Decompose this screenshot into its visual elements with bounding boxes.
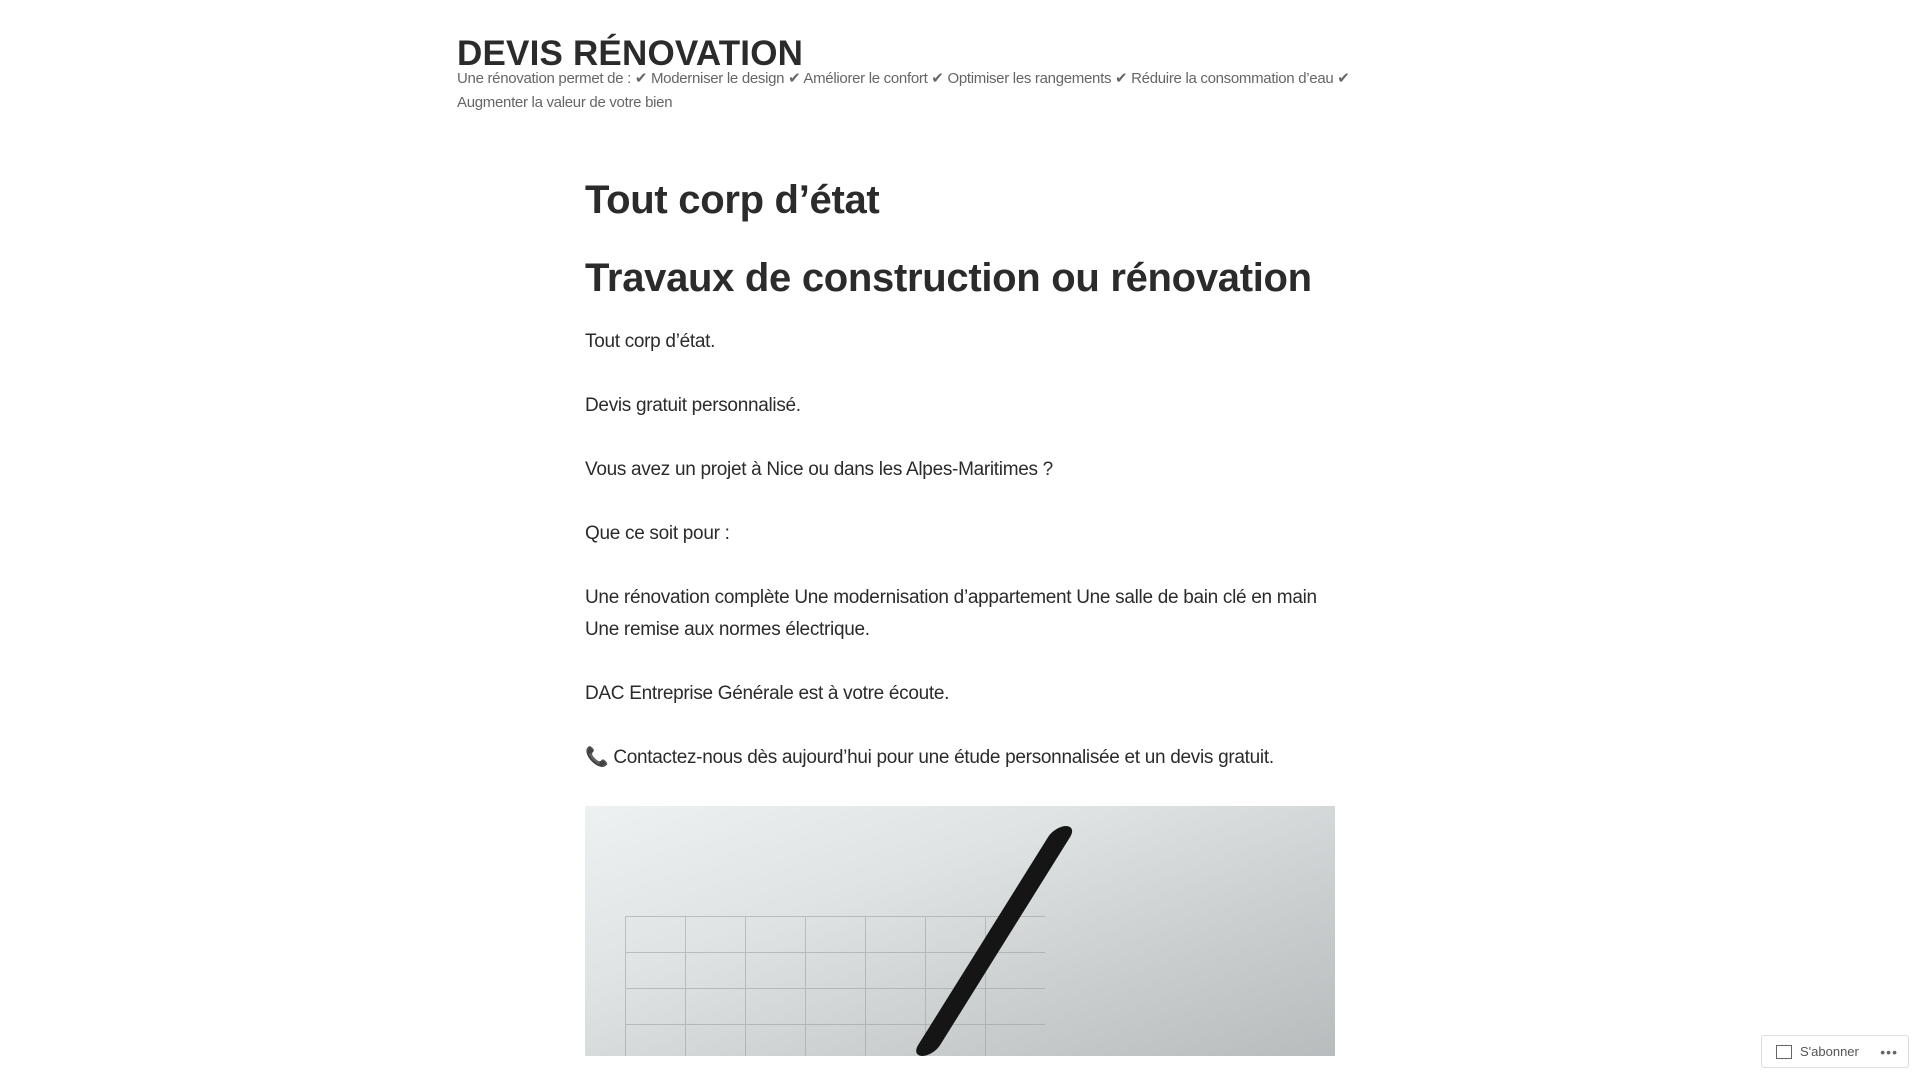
paragraph: DAC Entreprise Générale est à votre écoute.: [585, 683, 950, 704]
article-heading: Travaux de construction ou rénovation: [585, 256, 1312, 300]
paragraph: Une rénovation complète Une modernisation d’appartement Une salle de bain clé en main Une remise aux normes électrique.: [585, 587, 1317, 640]
article-image-blueprint-pen: [585, 806, 1335, 1056]
site-title[interactable]: DEVIS RÉNOVATION: [457, 34, 804, 73]
subscribe-label: S'abonner: [1800, 1044, 1859, 1059]
paragraph: Devis gratuit personnalisé.: [585, 395, 801, 416]
site-tagline: Une rénovation permet de : ✔ Moderniser le design ✔ Améliorer le confort ✔ Optimiser les rangements ✔ Réduire la consommation d’eau ✔ Augmenter la valeur de votre bien: [457, 70, 1350, 111]
page-title: Tout corp d’état: [585, 178, 880, 222]
paragraph: Vous avez un projet à Nice ou dans les Alpes-Maritimes ?: [585, 459, 1053, 480]
blueprint-grid: [625, 916, 1045, 1056]
reader-subscribe-icon: [1776, 1045, 1792, 1059]
paragraph: 📞 Contactez-nous dès aujourd’hui pour une étude personnalisée et un devis gratuit.: [585, 747, 1274, 768]
article: [585, 172, 1335, 1056]
paragraph: Tout corp d’état.: [585, 331, 716, 352]
subscribe-button[interactable]: [1761, 1035, 1909, 1068]
more-options-icon[interactable]: •••: [1880, 1043, 1898, 1060]
paragraph: Que ce soit pour :: [585, 523, 730, 544]
